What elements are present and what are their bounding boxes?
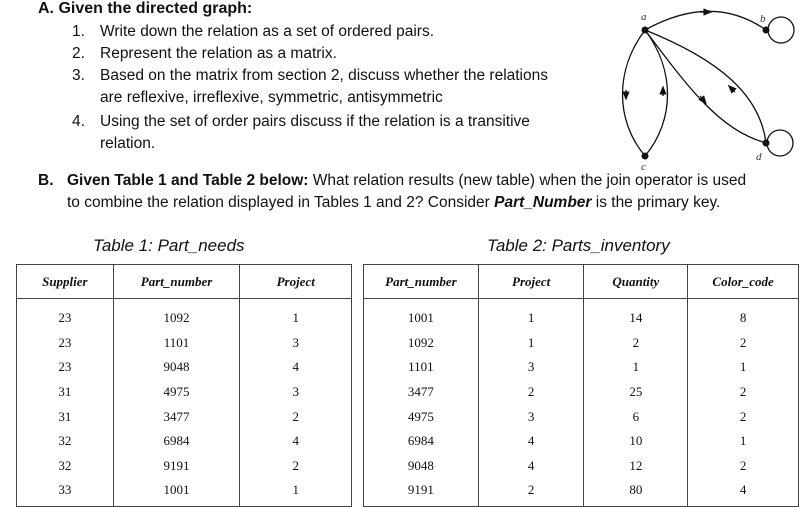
table-cell: 31 bbox=[17, 380, 114, 405]
table-cell: 3 bbox=[240, 380, 352, 405]
question-text: Based on the matrix from section 2, discuss whether the relations bbox=[100, 67, 548, 84]
table-cell: 1 bbox=[240, 299, 352, 331]
question-3-line-2: are reflexive, irreflexive, symmetric, antisymmetric bbox=[100, 89, 443, 106]
question-text: Using the set of order pairs discuss if the relation is a transitive bbox=[100, 113, 530, 130]
table-cell: 23 bbox=[17, 299, 114, 331]
edge-a-d-inner bbox=[645, 30, 766, 143]
section-b-text-2: to combine the relation displayed in Tables 1 and 2? Consider bbox=[67, 194, 495, 211]
table1-header-part-number: Part_number bbox=[113, 265, 240, 299]
table-row bbox=[364, 454, 799, 479]
section-b-label: B. bbox=[38, 172, 54, 189]
question-number: 4. bbox=[72, 113, 85, 130]
table-row bbox=[17, 429, 352, 454]
node-d bbox=[763, 140, 770, 147]
table-row bbox=[364, 331, 799, 356]
table-cell: 8 bbox=[688, 299, 799, 331]
table-cell: 1001 bbox=[113, 478, 240, 506]
table-cell: 3 bbox=[478, 355, 584, 380]
table-cell: 2 bbox=[584, 331, 688, 356]
node-label-b: b bbox=[760, 13, 766, 25]
section-b-text-3: is the primary key. bbox=[591, 194, 721, 211]
table-cell: 33 bbox=[17, 478, 114, 506]
table-cell: 80 bbox=[584, 478, 688, 506]
table-row bbox=[17, 404, 352, 429]
table-cell: 23 bbox=[17, 355, 114, 380]
table1 bbox=[16, 264, 352, 507]
table-cell: 1101 bbox=[364, 355, 479, 380]
table-cell: 32 bbox=[17, 429, 114, 454]
table-cell: 32 bbox=[17, 454, 114, 479]
table2-header-color-code: Color_code bbox=[688, 265, 799, 299]
table-cell: 6 bbox=[584, 404, 688, 429]
question-number: 2. bbox=[72, 45, 85, 62]
table-row bbox=[17, 299, 352, 331]
table2-header-quantity: Quantity bbox=[584, 265, 688, 299]
loop-d bbox=[767, 130, 793, 156]
table-cell: 3 bbox=[240, 331, 352, 356]
table-row bbox=[364, 299, 799, 331]
section-a-heading: A. Given the directed graph: bbox=[38, 0, 253, 17]
table-cell: 4 bbox=[688, 478, 799, 506]
table-row bbox=[17, 380, 352, 405]
table1-caption: Table 1: Part_needs bbox=[93, 236, 245, 255]
table-cell: 2 bbox=[688, 454, 799, 479]
table1-header-row bbox=[17, 265, 352, 299]
edge-d-a-outer-arrow bbox=[731, 88, 735, 92]
table-cell: 1101 bbox=[113, 331, 240, 356]
table-cell: 23 bbox=[17, 331, 114, 356]
table-cell: 2 bbox=[478, 478, 584, 506]
table-row bbox=[364, 380, 799, 405]
table-cell: 4 bbox=[478, 429, 584, 454]
table-cell: 3 bbox=[478, 404, 584, 429]
table-cell: 3477 bbox=[364, 380, 479, 405]
question-number: 3. bbox=[72, 67, 85, 84]
table-cell: 2 bbox=[478, 380, 584, 405]
table-cell: 1001 bbox=[364, 299, 479, 331]
table-cell: 9191 bbox=[364, 478, 479, 506]
question-4-line-2: relation. bbox=[100, 135, 156, 152]
table-cell: 9048 bbox=[364, 454, 479, 479]
edge-a-b bbox=[645, 11, 766, 30]
table-cell: 9048 bbox=[113, 355, 240, 380]
table-cell: 12 bbox=[584, 454, 688, 479]
loop-b bbox=[768, 17, 794, 43]
table-cell: 3477 bbox=[113, 404, 240, 429]
node-label-d: d bbox=[756, 151, 762, 163]
section-b-line-2 bbox=[67, 192, 720, 214]
table-cell: 4 bbox=[240, 355, 352, 380]
table2-caption: Table 2: Parts_inventory bbox=[487, 236, 670, 255]
table-row bbox=[17, 478, 352, 506]
node-label-a: a bbox=[641, 11, 647, 23]
table-cell: 1 bbox=[688, 429, 799, 454]
table-cell: 4 bbox=[478, 454, 584, 479]
table2 bbox=[363, 264, 799, 507]
table1-header-project: Project bbox=[240, 265, 352, 299]
table-cell: 1092 bbox=[364, 331, 479, 356]
table-cell: 6984 bbox=[113, 429, 240, 454]
node-label-c: c bbox=[641, 161, 646, 173]
node-b bbox=[763, 27, 770, 34]
primary-key-name: Part_Number bbox=[494, 194, 592, 211]
table-cell: 10 bbox=[584, 429, 688, 454]
section-b-text: What relation results (new table) when the join operator is used bbox=[308, 172, 747, 189]
question-text: Write down the relation as a set of ordered pairs. bbox=[100, 23, 434, 40]
table-row bbox=[17, 355, 352, 380]
edge-d-a-outer bbox=[645, 30, 766, 143]
question-number: 1. bbox=[72, 23, 85, 40]
table-cell: 2 bbox=[240, 454, 352, 479]
table-row bbox=[364, 355, 799, 380]
table-cell: 4975 bbox=[364, 404, 479, 429]
table-cell: 6984 bbox=[364, 429, 479, 454]
table-cell: 1 bbox=[688, 355, 799, 380]
table-cell: 1 bbox=[478, 331, 584, 356]
table-row bbox=[17, 454, 352, 479]
node-a bbox=[642, 27, 649, 34]
table-cell: 2 bbox=[688, 404, 799, 429]
table-row bbox=[364, 478, 799, 506]
table-cell: 2 bbox=[240, 404, 352, 429]
table-cell: 14 bbox=[584, 299, 688, 331]
table-row bbox=[364, 404, 799, 429]
table-row bbox=[364, 429, 799, 454]
table-cell: 2 bbox=[688, 331, 799, 356]
section-b-line-1 bbox=[38, 170, 747, 192]
table-cell: 25 bbox=[584, 380, 688, 405]
table-row bbox=[17, 331, 352, 356]
table-cell: 1092 bbox=[113, 299, 240, 331]
table-cell: 1 bbox=[584, 355, 688, 380]
table-cell: 1 bbox=[478, 299, 584, 331]
table2-header-part-number: Part_number bbox=[364, 265, 479, 299]
table2-header-row bbox=[364, 265, 799, 299]
edge-c-a-right bbox=[645, 30, 668, 156]
table-cell: 2 bbox=[688, 380, 799, 405]
section-b-bold: Given Table 1 and Table 2 below: bbox=[67, 172, 309, 189]
table-cell: 1 bbox=[240, 478, 352, 506]
question-text: Represent the relation as a matrix. bbox=[100, 45, 337, 62]
table-cell: 4975 bbox=[113, 380, 240, 405]
node-c bbox=[642, 153, 649, 160]
table-cell: 4 bbox=[240, 429, 352, 454]
table-cell: 31 bbox=[17, 404, 114, 429]
table2-header-project: Project bbox=[478, 265, 584, 299]
table-cell: 9191 bbox=[113, 454, 240, 479]
table1-header-supplier: Supplier bbox=[17, 265, 114, 299]
